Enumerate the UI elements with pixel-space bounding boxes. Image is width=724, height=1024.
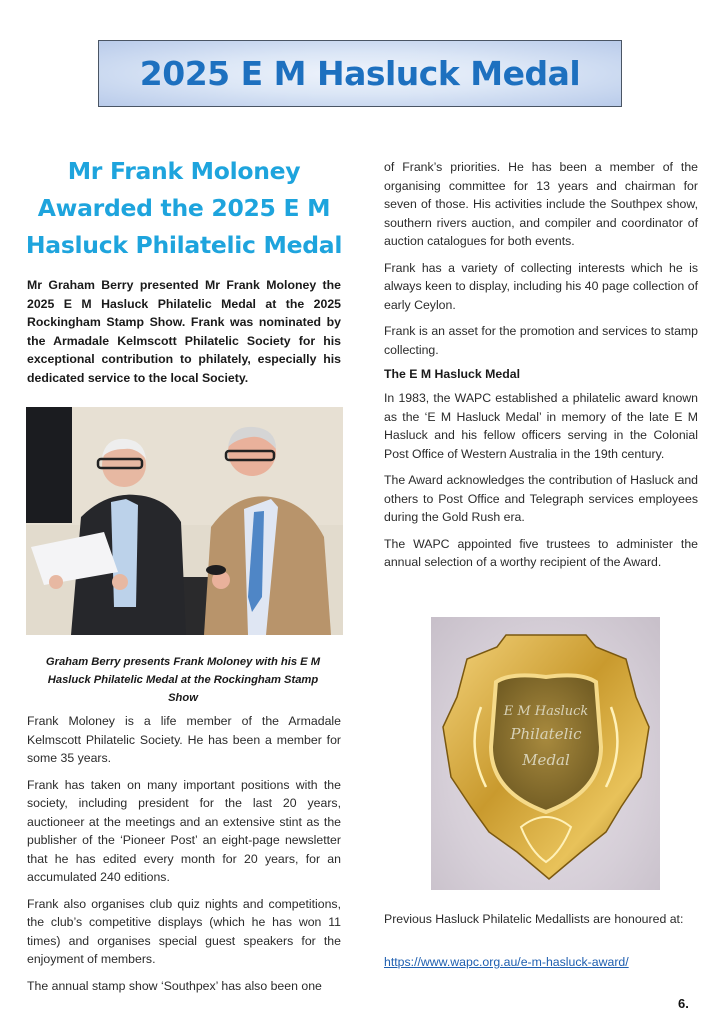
body-paragraph: In 1983, the WAPC established a philatelic award known as the ‘E M Hasluck Medal’ in memory of the late E M Hasluck and his fellow officers serving in the Colonial Post Office of Western Australia in the 19th century. — [384, 391, 698, 461]
left-column-body — [27, 712, 341, 995]
lead-paragraph: Mr Graham Berry presented Mr Frank Moloney the 2025 E M Hasluck Philatelic Medal at the 2025 Rockingham Stamp Show. Frank was nominated by the Armadale Kelmscott Philatelic Society for his exceptional contribution to philately, especially his dedicated service to the local Society. — [27, 278, 341, 385]
section-heading: The E M Hasluck Medal — [384, 367, 520, 381]
headline-line: Hasluck Philatelic Medal — [25, 231, 343, 259]
headline-line: Awarded the 2025 E M — [37, 194, 331, 222]
article-headline — [24, 153, 344, 264]
hasluck-award-link[interactable]: https://www.wapc.org.au/e-m-hasluck-award/ — [384, 955, 629, 969]
body-paragraph: The WAPC appointed five trustees to administer the annual selection of a worthy recipient of the Award. — [384, 536, 698, 569]
photo-caption: Graham Berry presents Frank Moloney with his E M Hasluck Philatelic Medal at the Rockingham Stamp Show — [45, 656, 321, 704]
photo-illustration — [26, 407, 343, 635]
body-paragraph: The Award acknowledges the contribution of Hasluck and others to Post Office and Telegraph services employees during the Gold Rush era. — [384, 473, 698, 524]
page-number: 6. — [678, 996, 689, 1011]
body-paragraph: Frank also organises club quiz nights and competitions, the club’s competitive displays (which he has won 11 times) and organises special guest speakers for the enjoyment of members. — [27, 896, 341, 966]
body-paragraph: Frank Moloney is a life member of the Armadale Kelmscott Philatelic Society. He has been a member for some 35 years. — [27, 714, 341, 765]
award-photo — [26, 407, 343, 635]
headline-line: Mr Frank Moloney — [67, 157, 301, 185]
body-paragraph: of Frank’s priorities. He has been a member of the organising committee for 13 years and chairman for seven of those. His activities include the Southpex show, southern rivers auction, and compiler and coordinator of auction catalogues for both events. — [384, 160, 698, 248]
medal-engraving-line: Philatelic — [510, 725, 582, 743]
body-paragraph: Frank has taken on many important positions with the society, including president for the last 20 years, auctioneer at the meetings and an extensive stint as the publisher of the ‘Pioneer Post’ an eight-page newsletter that he has edited every month for 20 years, for an accumulated 240 editions. — [27, 777, 341, 884]
body-paragraph: The annual stamp show ‘Southpex’ has also been one — [27, 978, 322, 993]
medal-engraving-line: E M Hasluck — [503, 704, 589, 719]
medal-illustration — [431, 617, 660, 890]
title-banner — [98, 40, 622, 107]
medal-engraving-line: Medal — [522, 751, 570, 769]
medal-image — [431, 617, 660, 890]
body-paragraph: Frank is an asset for the promotion and services to stamp collecting. — [384, 324, 698, 357]
body-paragraph: Frank has a variety of collecting interests which he is always keen to display, including his 40 page collection of early Ceylon. — [384, 260, 698, 312]
page-title: 2025 E M Hasluck Medal — [139, 54, 581, 93]
right-column-body — [384, 158, 698, 572]
medallists-note: Previous Hasluck Philatelic Medallists are honoured at: — [384, 912, 684, 926]
